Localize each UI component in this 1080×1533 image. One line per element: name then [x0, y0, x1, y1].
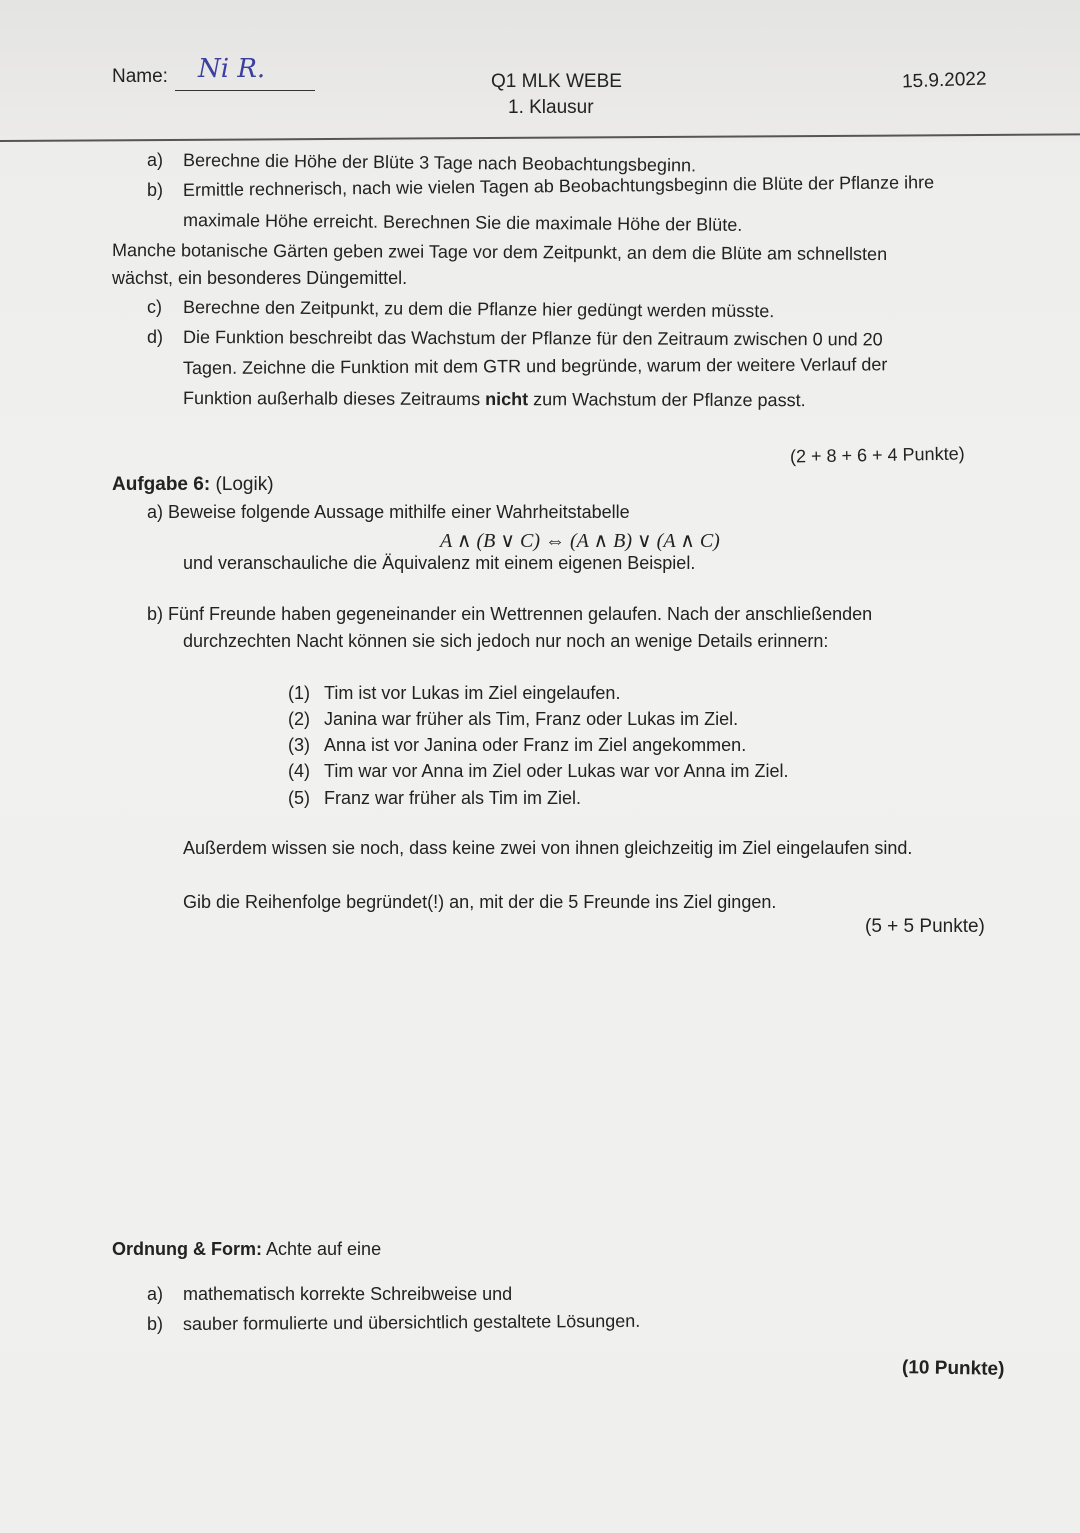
form-points: (10 Punkte) [901, 1357, 1005, 1380]
name-underline [175, 90, 315, 91]
task6-b-line1: b) Fünf Freunde haben gegeneinander ein Wettrennen gelaufen. Nach der anschließenden [147, 604, 873, 624]
clue-text: Janina war früher als Tim, Franz oder Lukas im Ziel. [324, 709, 739, 729]
task6-formula: A ∧ (B ∨ C) ⇔ (A ∧ B) ∨ (A ∧ C) [440, 530, 720, 552]
task5-d-line2: Tagen. Zeichne die Funktion mit dem GTR und begründe, warum der weitere Verlauf der [182, 354, 888, 378]
task5-paragraph-line2: wächst, ein besonderes Düngemittel. [112, 268, 408, 288]
form-a-text: mathematisch korrekte Schreibweise und [183, 1284, 513, 1304]
task6-points: (5 + 5 Punkte) [865, 916, 985, 937]
clue-text: Tim ist vor Lukas im Ziel eingelaufen. [324, 683, 621, 703]
clue-number: (1) [288, 683, 310, 703]
task6-extra-info: Außerdem wissen sie noch, dass keine zwei von ihnen gleichzeitig im Ziel eingelaufen sind. [183, 838, 913, 858]
task5-a-text: Berechne die Höhe der Blüte 3 Tage nach Beobachtungsbeginn. [182, 150, 697, 176]
form-heading: Ordnung & Form: Achte auf eine [112, 1239, 382, 1259]
clue-number: (4) [288, 761, 310, 781]
task5-points: (2 + 8 + 6 + 4 Punkte) [789, 443, 965, 467]
task5-a-label: a) [147, 150, 164, 170]
clue-text: Franz war früher als Tim im Ziel. [324, 788, 582, 808]
task5-c-text: Berechne den Zeitpunkt, zu dem die Pflanze hier gedüngt werden müsste. [182, 297, 775, 322]
exam-date: 15.9.2022 [901, 68, 987, 93]
task5-b-line2: maximale Höhe erreicht. Berechnen Sie die maximale Höhe der Blüte. [182, 210, 743, 235]
clue-text: Anna ist vor Janina oder Franz im Ziel angekommen. [324, 735, 747, 755]
task6-a-line: a) Beweise folgende Aussage mithilfe einer Wahrheitstabelle [147, 502, 630, 522]
form-a-label: a) [147, 1284, 164, 1304]
task5-d-label: d) [147, 327, 164, 347]
clue-number: (5) [288, 788, 310, 808]
exam-title: 1. Klausur [508, 97, 594, 118]
clue-number: (3) [288, 735, 310, 755]
task6-b-line2: durchzechten Nacht können sie sich jedoch nur noch an wenige Details erinnern: [183, 631, 829, 651]
task5-b-label: b) [147, 180, 164, 200]
task5-d-line3: Funktion außerhalb dieses Zeitraums nicht zum Wachstum der Pflanze passt. [182, 388, 806, 411]
form-b-label: b) [147, 1314, 164, 1334]
course-title: Q1 MLK WEBE [491, 71, 622, 92]
task6-heading: Aufgabe 6: (Logik) [112, 474, 274, 495]
task6-a-line2: und veranschauliche die Äquivalenz mit einem eigenen Beispiel. [183, 553, 696, 573]
student-name-handwritten: Ni R. [198, 54, 266, 84]
emphasis-nicht: nicht [485, 389, 529, 410]
task6-question: Gib die Reihenfolge begründet(!) an, mit der die 5 Freunde ins Ziel gingen. [183, 892, 777, 912]
clue-number: (2) [288, 709, 310, 729]
name-label: Name: [112, 66, 168, 87]
task5-d-line1: Die Funktion beschreibt das Wachstum der Pflanze für den Zeitraum zwischen 0 und 20 [182, 327, 883, 350]
task5-paragraph-line1: Manche botanische Gärten geben zwei Tage vor dem Zeitpunkt, an dem die Blüte am schnellsten [111, 240, 888, 265]
form-b-text: sauber formulierte und übersichtlich gestaltete Lösungen. [182, 1310, 641, 1334]
task5-c-label: c) [147, 297, 162, 317]
task5-b-line1: Ermittle rechnerisch, nach wie vielen Tagen ab Beobachtungsbeginn die Blüte der Pflanze ihre [182, 172, 935, 200]
clue-text: Tim war vor Anna im Ziel oder Lukas war vor Anna im Ziel. [324, 761, 789, 781]
